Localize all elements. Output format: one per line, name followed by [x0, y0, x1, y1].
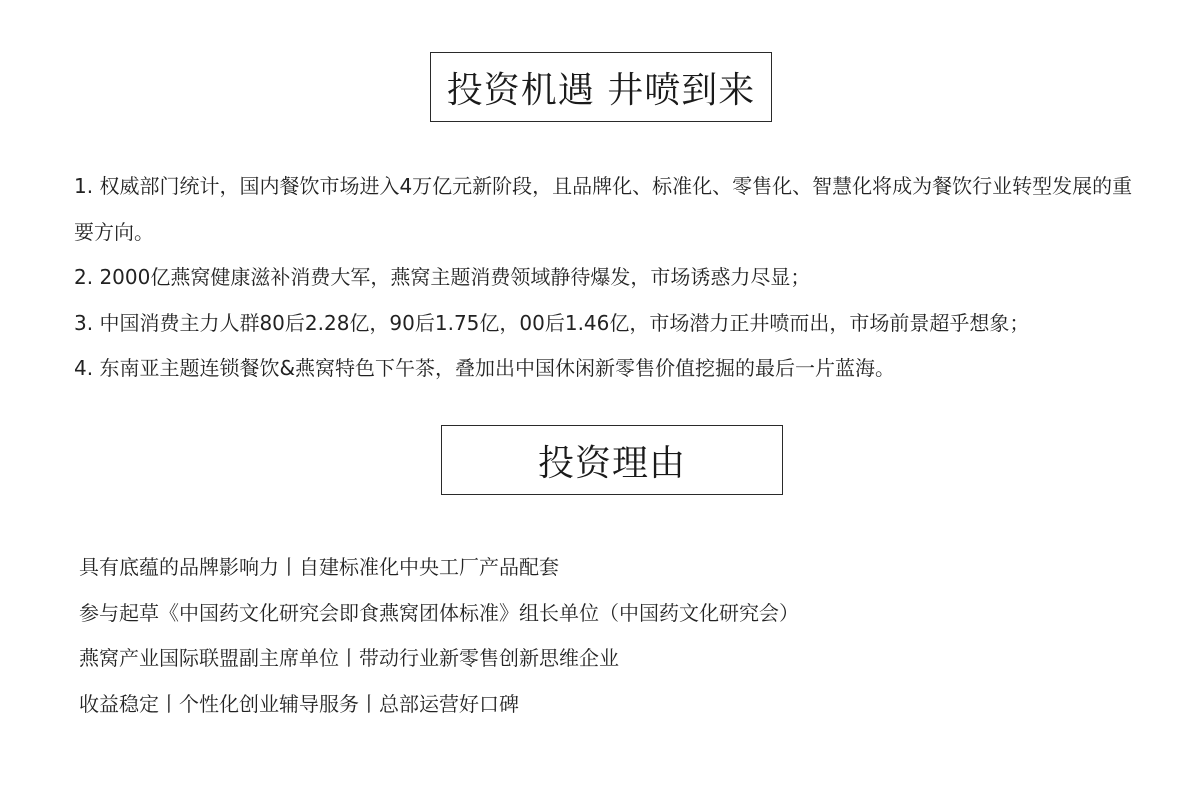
reason-item: 收益稳定丨个性化创业辅导服务丨总部运营好口碑 — [79, 691, 519, 716]
opportunity-item: 2. 2000亿燕窝健康滋补消费大军，燕窝主题消费领域静待爆发，市场诱惑力尽显； — [74, 265, 811, 289]
opportunity-item: 4. 东南亚主题连锁餐饮&燕窝特色下午茶，叠加出中国休闲新零售价值挖掘的最后一片蓝海。 — [74, 356, 896, 380]
opportunity-title: 投资机遇 井喷到来 — [430, 52, 772, 122]
reasons-title: 投资理由 — [441, 425, 783, 495]
opportunity-list — [74, 164, 1134, 392]
reason-item: 具有底蕴的品牌影响力丨自建标准化中央工厂产品配套 — [79, 555, 559, 579]
opportunity-item: 1. 权威部门统计，国内餐饮市场进入4万亿元新阶段，且品牌化、标准化、零售化、智慧化将成为餐饮行业转型发展的重要方向。 — [74, 174, 1133, 244]
reason-item: 燕窝产业国际联盟副主席单位丨带动行业新零售创新思维企业 — [79, 646, 619, 670]
reasons-list — [79, 545, 1119, 727]
opportunity-item: 3. 中国消费主力人群80后2.28亿，90后1.75亿，00后1.46亿，市场潜力正井喷而出，市场前景超乎想象； — [74, 310, 1030, 335]
reason-item: 参与起草《中国药文化研究会即食燕窝团体标准》组长单位（中国药文化研究会） — [79, 600, 799, 625]
